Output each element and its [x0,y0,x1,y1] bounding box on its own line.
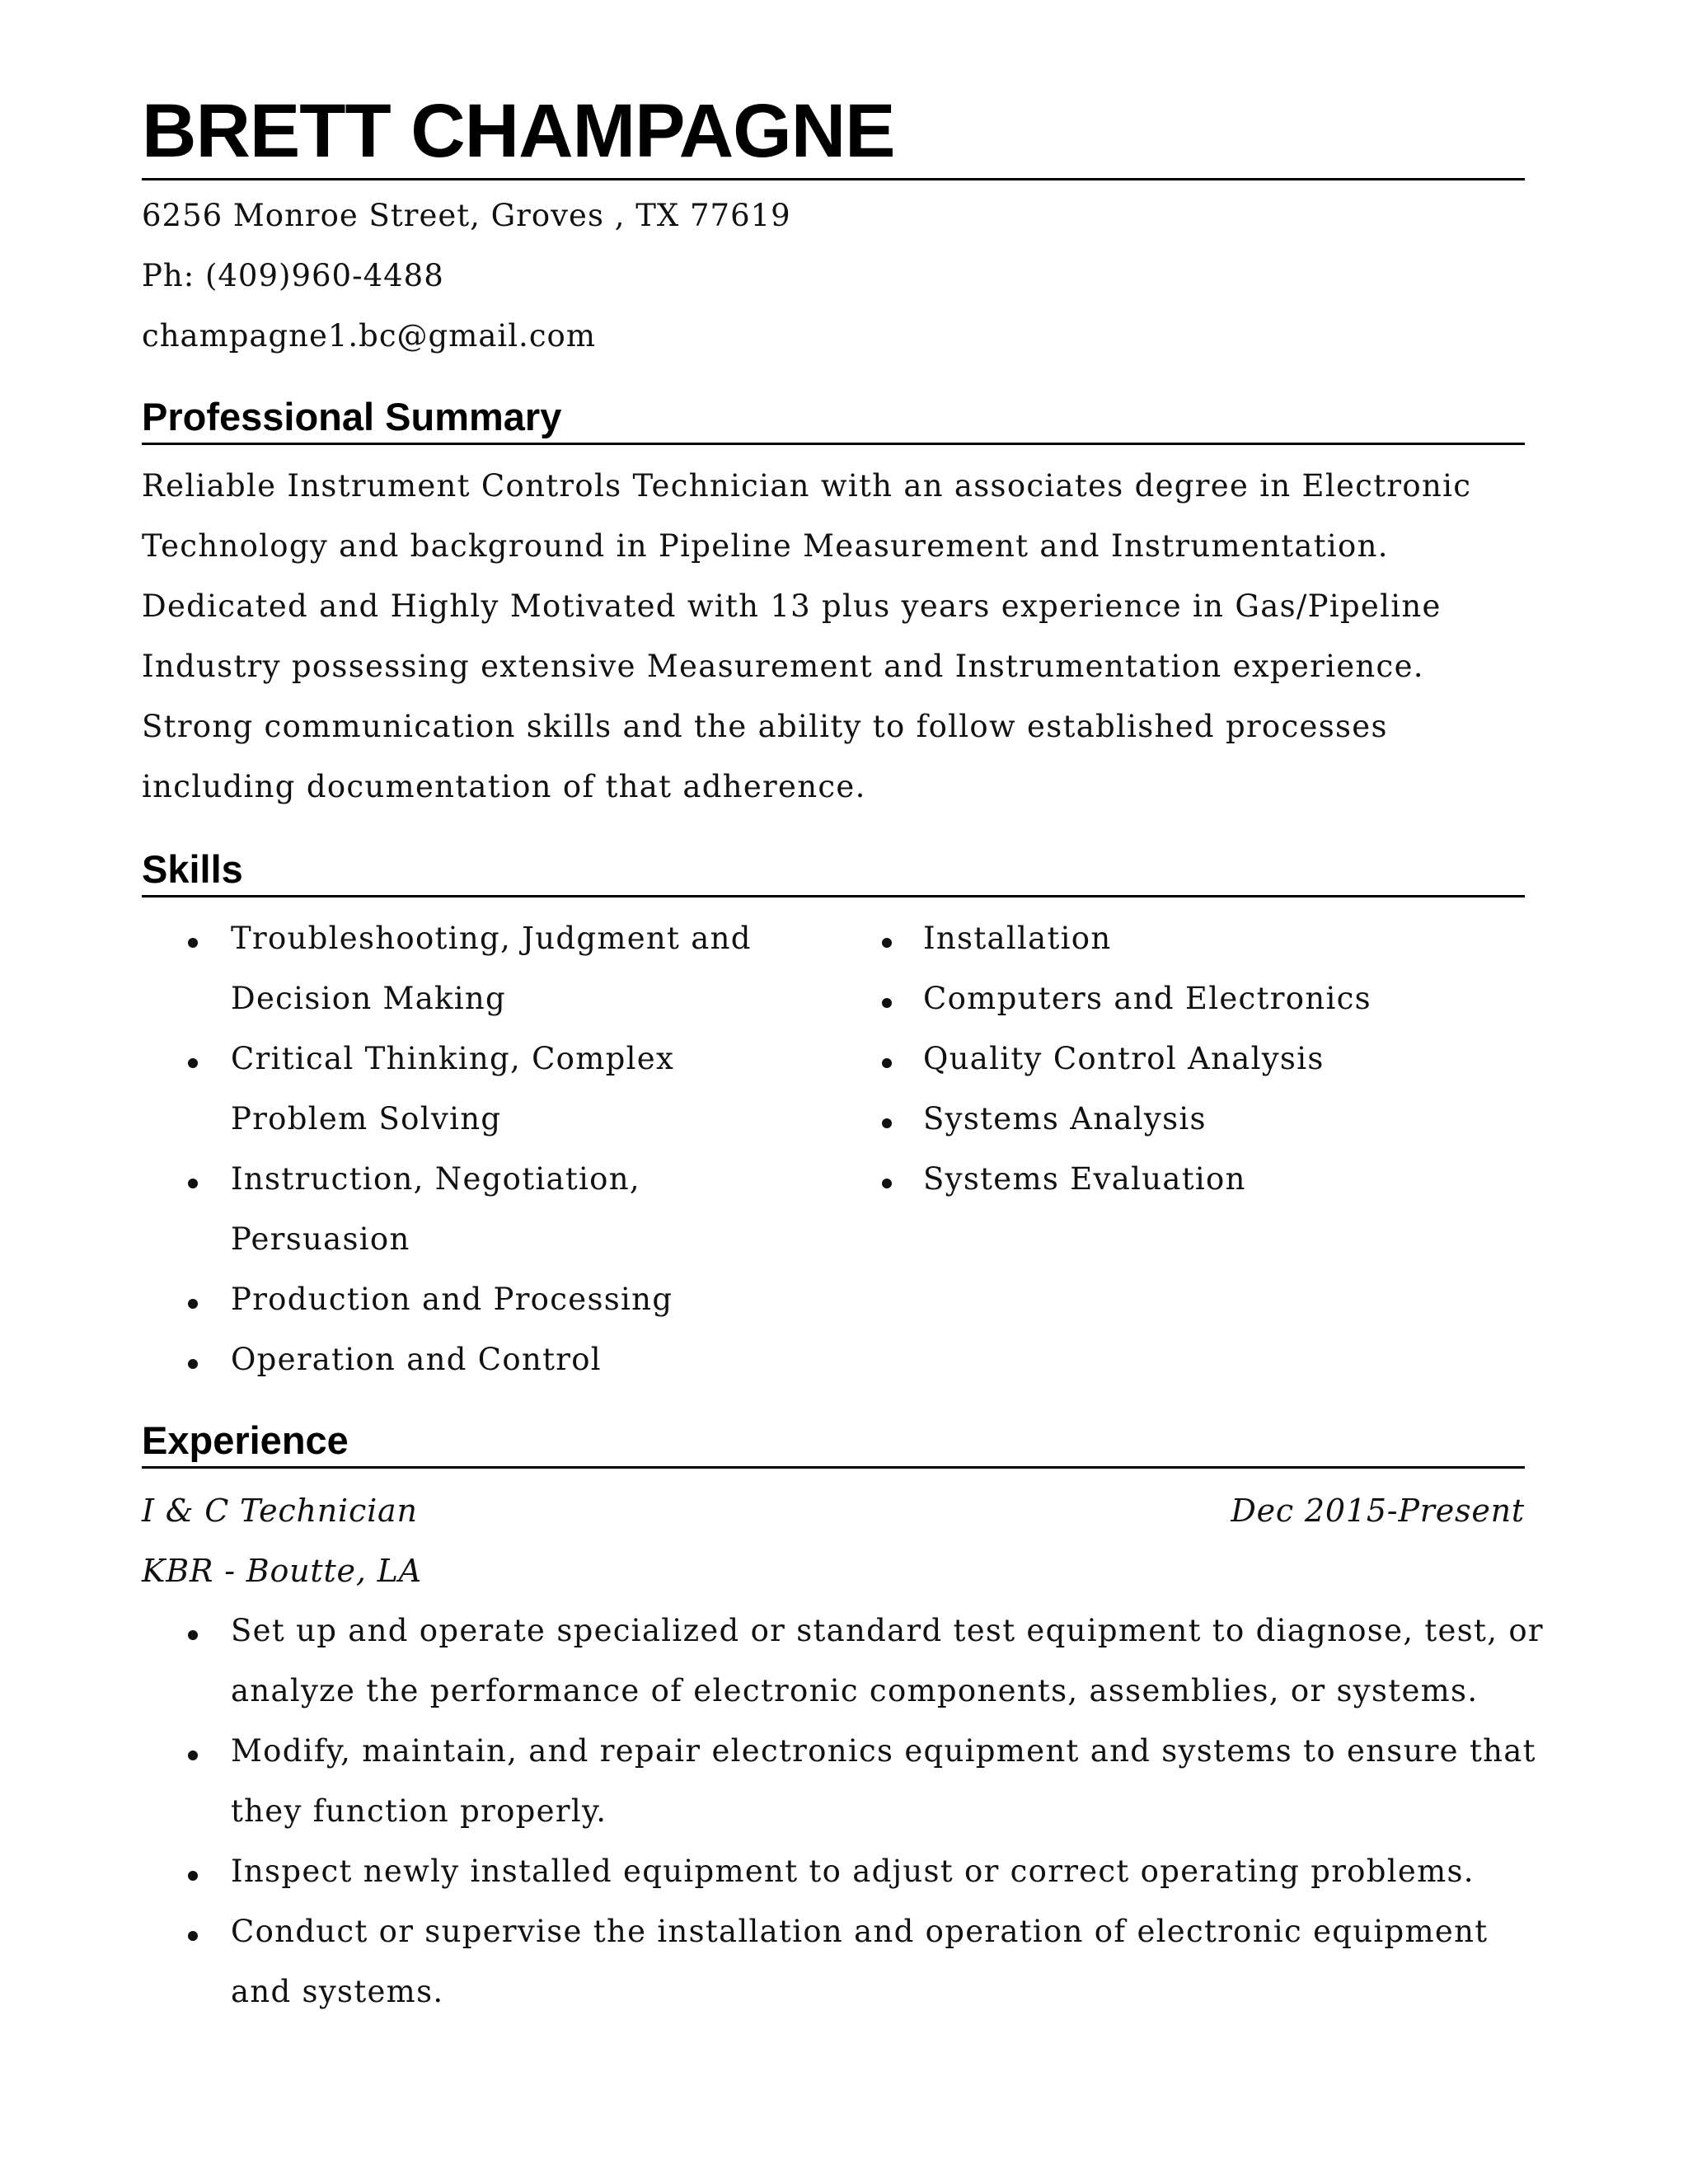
duty-text: analyze the performance of electronic components, assemblies, or systems. [231,1673,1479,1708]
bullet-icon [188,1299,198,1309]
bullet-icon [188,1931,198,1941]
summary-divider [142,443,1525,445]
bullet-icon [188,1630,198,1640]
bullet-icon [882,1179,892,1188]
skill-text: Persuasion [231,1221,410,1257]
job-dates: Dec 2015-Present [1231,1493,1525,1529]
skill-text: Operation and Control [231,1342,602,1377]
skill-text: Troubleshooting, Judgment and [231,921,752,956]
duty-text: and systems. [231,1974,444,2009]
skill-text: Systems Evaluation [923,1161,1246,1197]
skill-text: Quality Control Analysis [923,1041,1325,1076]
skill-text: Production and Processing [231,1282,673,1317]
skill-text: Computers and Electronics [923,981,1372,1016]
skill-text: Systems Analysis [923,1101,1207,1137]
bullet-icon [882,1118,892,1128]
bullet-icon [188,1359,198,1369]
bullet-icon [188,938,198,948]
duty-text: Inspect newly installed equipment to adjust or correct operating problems. [231,1854,1475,1889]
bullet-icon [188,1179,198,1188]
skill-text: Problem Solving [231,1101,502,1137]
contact-address: 6256 Monroe Street, Groves , TX 77619 [142,198,791,233]
summary-line: Strong communication skills and the ability to follow established processes [142,709,1388,744]
skill-text: Critical Thinking, Complex [231,1041,675,1076]
summary-line: including documentation of that adherence. [142,769,866,804]
contact-email: champagne1.bc@gmail.com [142,318,596,354]
summary-line: Dedicated and Highly Motivated with 13 plus years experience in Gas/Pipeline [142,588,1442,624]
summary-line: Technology and background in Pipeline Measurement and Instrumentation. [142,528,1389,564]
skill-text: Decision Making [231,981,507,1016]
duty-text: Conduct or supervise the installation and operation of electronic equipment [231,1914,1489,1949]
duty-text: they function properly. [231,1793,607,1829]
duty-text: Set up and operate specialized or standard test equipment to diagnose, test, or [231,1613,1544,1648]
experience-heading: Experience [142,1418,349,1462]
duty-text: Modify, maintain, and repair electronics equipment and systems to ensure that [231,1733,1536,1769]
summary-heading: Professional Summary [142,395,562,438]
bullet-icon [188,1871,198,1881]
bullet-icon [882,938,892,948]
experience-divider [142,1466,1525,1469]
bullet-icon [188,1058,198,1068]
summary-line: Reliable Instrument Controls Technician with an associates degree in Electronic [142,468,1472,504]
skills-heading: Skills [142,847,243,891]
contact-phone: Ph: (409)960-4488 [142,258,444,293]
job-company: KBR - Boutte, LA [142,1553,422,1589]
skill-text: Instruction, Negotiation, [231,1161,640,1197]
bullet-icon [882,1058,892,1068]
bullet-icon [882,998,892,1008]
skills-divider [142,895,1525,898]
skill-text: Installation [923,921,1112,956]
bullet-icon [188,1750,198,1760]
job-title: I & C Technician [142,1493,418,1529]
name-divider [142,178,1525,180]
candidate-name: BRETT CHAMPAGNE [142,89,895,173]
summary-line: Industry possessing extensive Measurement and Instrumentation experience. [142,649,1424,684]
